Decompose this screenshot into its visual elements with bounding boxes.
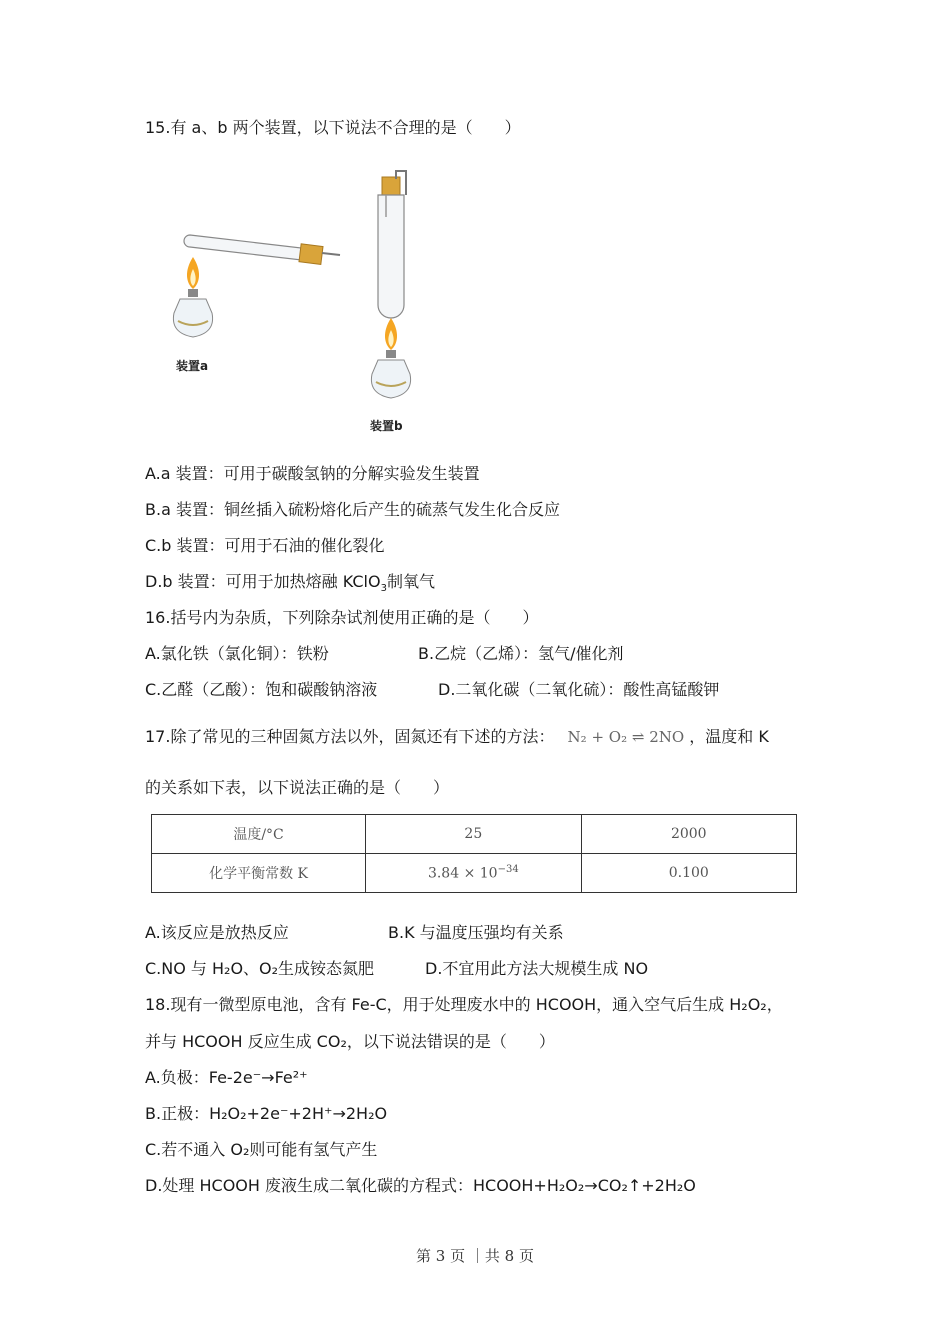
q17-equation: N₂ + O₂ ⇌ 2NO [567, 728, 685, 746]
q17-stem-line2: 的关系如下表，以下说法正确的是（ ） [145, 778, 450, 797]
page-footer: 第 3 页 ｜共 8 页 [416, 1247, 534, 1265]
k-temperature-table [151, 814, 797, 893]
q16-option-c: C.乙醛（乙酸）：饱和碳酸钠溶液 [145, 680, 378, 699]
q15-stem: 15.有 a、b 两个装置，以下说法不合理的是（ ） [145, 118, 521, 137]
q15-option-b: B.a 装置：铜丝插入硫粉熔化后产生的硫蒸气发生化合反应 [145, 500, 560, 519]
q15-option-a: A.a 装置：可用于碳酸氢钠的分解实验发生装置 [145, 464, 480, 483]
table-row [152, 854, 797, 893]
table-row [152, 815, 797, 854]
q16-stem: 16.括号内为杂质，下列除杂试剂使用正确的是（ ） [145, 608, 539, 627]
q16-option-a: A.氯化铁（氯化铜）：铁粉 [145, 644, 329, 663]
q18-option-a: A.负极：Fe-2e⁻→Fe²⁺ [145, 1068, 308, 1087]
table-header-temp: 温度/°C [152, 815, 366, 854]
q17-stem-line1: 17.除了常见的三种固氮方法以外，固氮还有下述的方法： N₂ + O₂ ⇌ 2NO ，温度和 K [145, 727, 769, 746]
q18-stem-line2: 并与 HCOOH 反应生成 CO₂，以下说法错误的是（ ） [145, 1032, 555, 1051]
q17-option-c: C.NO 与 H₂O、O₂生成铵态氮肥 [145, 959, 375, 978]
q15-option-d: D.b 装置：可用于加热熔融 KClO$_3$制氧气 [145, 572, 435, 595]
q16-option-d: D.二氧化碳（二氧化硫）：酸性高锰酸钾 [438, 680, 720, 699]
apparatus-b [370, 171, 411, 433]
table-header-k: 化学平衡常数 K [152, 854, 366, 893]
q17-option-a: A.该反应是放热反应 [145, 923, 289, 942]
q18-option-c: C.若不通入 O₂则可能有氢气产生 [145, 1140, 378, 1159]
table-cell-k-25: $3.84 \times 10^{-34}$ [366, 854, 581, 893]
table-cell-k-2000: 0.100 [581, 854, 796, 893]
q18-stem-line1: 18.现有一微型原电池，含有 Fe-C，用于处理废水中的 HCOOH，通入空气后生成 H₂O₂， [145, 995, 783, 1014]
apparatus-illustration [160, 165, 460, 444]
table-cell-temp-25: 25 [366, 815, 581, 854]
apparatus-a [173, 235, 340, 373]
label-b: 装置b [370, 419, 403, 433]
q17-option-d: D.不宜用此方法大规模生成 NO [425, 959, 649, 978]
label-a: 装置a [176, 359, 209, 373]
q16-option-b: B.乙烷（乙烯）：氢气/催化剂 [418, 644, 624, 663]
q18-option-d: D.处理 HCOOH 废液生成二氧化碳的方程式：HCOOH+H₂O₂→CO₂↑+2H₂O [145, 1176, 696, 1195]
q17-option-b: B.K 与温度压强均有关系 [388, 923, 564, 942]
table-cell-temp-2000: 2000 [581, 815, 796, 854]
q18-option-b: B.正极：H₂O₂+2e⁻+2H⁺→2H₂O [145, 1104, 388, 1123]
q15-option-c: C.b 装置：可用于石油的催化裂化 [145, 536, 385, 555]
